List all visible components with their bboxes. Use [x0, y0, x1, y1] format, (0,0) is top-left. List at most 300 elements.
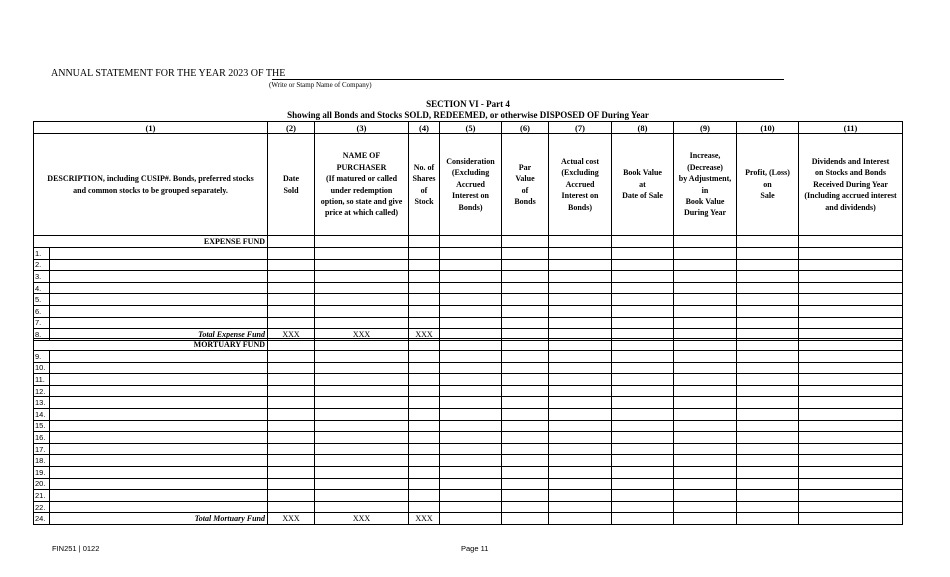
- table-cell[interactable]: [502, 490, 549, 502]
- table-cell[interactable]: [612, 385, 674, 397]
- table-cell[interactable]: [674, 259, 737, 271]
- table-cell[interactable]: [674, 374, 737, 386]
- table-cell[interactable]: [440, 259, 502, 271]
- table-cell[interactable]: [502, 339, 549, 351]
- table-cell[interactable]: [409, 259, 440, 271]
- table-cell[interactable]: [674, 478, 737, 490]
- table-cell[interactable]: [549, 408, 612, 420]
- table-cell[interactable]: [612, 455, 674, 467]
- table-cell[interactable]: [409, 420, 440, 432]
- table-cell[interactable]: [502, 397, 549, 409]
- column-number: (5): [440, 122, 502, 134]
- table-cell[interactable]: [737, 294, 799, 306]
- column-header-line: Value: [515, 174, 535, 184]
- table-cell[interactable]: [674, 490, 737, 502]
- table-cell[interactable]: [799, 248, 903, 260]
- table-cell[interactable]: [268, 408, 315, 420]
- table-cell[interactable]: [409, 271, 440, 283]
- table-cell[interactable]: [612, 501, 674, 513]
- table-cell[interactable]: [612, 513, 674, 525]
- table-row: [34, 408, 903, 420]
- table-cell[interactable]: [315, 455, 409, 467]
- table-cell[interactable]: [268, 271, 315, 283]
- table-cell[interactable]: [799, 466, 903, 478]
- table-cell[interactable]: [612, 443, 674, 455]
- table-cell[interactable]: [674, 294, 737, 306]
- table-cell[interactable]: [50, 305, 268, 317]
- company-name-hint: (Write or Stamp Name of Company): [269, 81, 372, 89]
- table-cell[interactable]: [50, 317, 268, 329]
- table-row: [34, 374, 903, 386]
- table-cell[interactable]: [440, 294, 502, 306]
- table-cell[interactable]: [268, 305, 315, 317]
- table-cell[interactable]: [799, 351, 903, 363]
- table-cell[interactable]: [799, 236, 903, 248]
- table-cell[interactable]: [502, 443, 549, 455]
- table-cell[interactable]: [268, 339, 315, 351]
- table-cell[interactable]: [440, 385, 502, 397]
- table-cell[interactable]: [549, 362, 612, 374]
- column-number: (10): [737, 122, 799, 134]
- row-number: 19.: [34, 466, 50, 478]
- table-cell[interactable]: [549, 513, 612, 525]
- table-cell[interactable]: [409, 478, 440, 490]
- table-cell[interactable]: [502, 236, 549, 248]
- table-cell[interactable]: [315, 339, 409, 351]
- table-cell[interactable]: [50, 501, 268, 513]
- table-cell[interactable]: [674, 513, 737, 525]
- xxx-cell: XXX: [409, 513, 440, 525]
- table-cell[interactable]: [315, 248, 409, 260]
- table-cell[interactable]: [440, 305, 502, 317]
- table-cell[interactable]: [612, 362, 674, 374]
- table-cell[interactable]: [612, 478, 674, 490]
- table-cell[interactable]: [502, 466, 549, 478]
- table-cell[interactable]: [502, 420, 549, 432]
- row-number: 16.: [34, 432, 50, 444]
- table-cell[interactable]: [549, 317, 612, 329]
- table-cell[interactable]: [50, 374, 268, 386]
- table-cell[interactable]: [315, 282, 409, 294]
- table-cell[interactable]: [549, 466, 612, 478]
- table-cell[interactable]: [268, 294, 315, 306]
- table-cell[interactable]: [799, 397, 903, 409]
- table-cell[interactable]: [315, 385, 409, 397]
- table-cell[interactable]: [440, 282, 502, 294]
- table-cell[interactable]: [268, 259, 315, 271]
- table-row: [34, 501, 903, 513]
- table-cell[interactable]: [549, 374, 612, 386]
- table-cell[interactable]: [315, 443, 409, 455]
- column-header-line: Consideration: [446, 156, 495, 166]
- table-cell[interactable]: [409, 282, 440, 294]
- table-cell[interactable]: [50, 259, 268, 271]
- table-cell[interactable]: [315, 408, 409, 420]
- table-cell[interactable]: [50, 420, 268, 432]
- table-cell[interactable]: [549, 501, 612, 513]
- table-cell[interactable]: [737, 259, 799, 271]
- table-cell[interactable]: [612, 408, 674, 420]
- table-cell[interactable]: [799, 259, 903, 271]
- table-cell[interactable]: [502, 351, 549, 363]
- table-cell[interactable]: [674, 362, 737, 374]
- table-cell[interactable]: [315, 478, 409, 490]
- table-cell[interactable]: [409, 385, 440, 397]
- table-cell[interactable]: [268, 374, 315, 386]
- table-cell[interactable]: [268, 478, 315, 490]
- table-cell[interactable]: [612, 351, 674, 363]
- table-cell[interactable]: [409, 351, 440, 363]
- table-cell[interactable]: [502, 248, 549, 260]
- table-cell[interactable]: [315, 374, 409, 386]
- table-cell[interactable]: [268, 432, 315, 444]
- column-header-line: in: [701, 185, 709, 195]
- table-cell[interactable]: [674, 305, 737, 317]
- table-row: [34, 397, 903, 409]
- table-cell[interactable]: [409, 490, 440, 502]
- table-cell[interactable]: [674, 501, 737, 513]
- table-cell[interactable]: [799, 305, 903, 317]
- table-cell[interactable]: [268, 351, 315, 363]
- table-cell[interactable]: [612, 294, 674, 306]
- company-name-line[interactable]: [272, 79, 784, 80]
- table-cell[interactable]: [440, 351, 502, 363]
- table-cell[interactable]: [549, 259, 612, 271]
- table-cell[interactable]: [799, 420, 903, 432]
- column-header-line: (If matured or called: [326, 174, 398, 184]
- table-cell[interactable]: [268, 420, 315, 432]
- table-cell[interactable]: [737, 248, 799, 260]
- table-cell[interactable]: [612, 271, 674, 283]
- table-cell[interactable]: [268, 501, 315, 513]
- table-cell[interactable]: [549, 339, 612, 351]
- table-cell[interactable]: [799, 317, 903, 329]
- table-cell[interactable]: [799, 339, 903, 351]
- table-cell[interactable]: [674, 420, 737, 432]
- table-cell[interactable]: [268, 282, 315, 294]
- table-cell[interactable]: [268, 317, 315, 329]
- table-cell[interactable]: [409, 317, 440, 329]
- table-cell[interactable]: [799, 432, 903, 444]
- table-cell[interactable]: [440, 490, 502, 502]
- table-cell[interactable]: [737, 282, 799, 294]
- table-cell[interactable]: [502, 478, 549, 490]
- table-cell[interactable]: [50, 397, 268, 409]
- table-cell[interactable]: [612, 282, 674, 294]
- table-cell[interactable]: [440, 443, 502, 455]
- table-cell[interactable]: [737, 271, 799, 283]
- table-cell[interactable]: [612, 259, 674, 271]
- table-cell[interactable]: [549, 432, 612, 444]
- table-cell[interactable]: [674, 466, 737, 478]
- table-cell[interactable]: [737, 478, 799, 490]
- table-cell[interactable]: [799, 478, 903, 490]
- table-row: [34, 466, 903, 478]
- table-cell[interactable]: [737, 443, 799, 455]
- table-cell[interactable]: [268, 362, 315, 374]
- table-cell[interactable]: [502, 305, 549, 317]
- table-cell[interactable]: [50, 362, 268, 374]
- table-cell[interactable]: [549, 420, 612, 432]
- table-cell[interactable]: [409, 305, 440, 317]
- table-cell[interactable]: [409, 248, 440, 260]
- table-cell[interactable]: [409, 432, 440, 444]
- column-header-line: Shares: [412, 174, 436, 184]
- table-cell[interactable]: [502, 501, 549, 513]
- table-cell[interactable]: [50, 443, 268, 455]
- table-cell[interactable]: [737, 420, 799, 432]
- table-cell[interactable]: [799, 294, 903, 306]
- table-cell[interactable]: [737, 305, 799, 317]
- column-header-line: PURCHASER: [336, 162, 387, 172]
- table-cell[interactable]: [440, 408, 502, 420]
- table-cell[interactable]: [315, 501, 409, 513]
- table-cell[interactable]: [549, 385, 612, 397]
- table-cell[interactable]: [502, 259, 549, 271]
- table-cell[interactable]: [612, 374, 674, 386]
- table-cell[interactable]: [549, 443, 612, 455]
- table-cell[interactable]: [50, 248, 268, 260]
- table-cell[interactable]: [612, 305, 674, 317]
- table-cell[interactable]: [315, 466, 409, 478]
- table-cell[interactable]: [440, 317, 502, 329]
- table-row: [34, 443, 903, 455]
- table-cell[interactable]: [315, 305, 409, 317]
- table-cell[interactable]: [799, 513, 903, 525]
- table-cell[interactable]: [440, 432, 502, 444]
- table-cell[interactable]: [612, 466, 674, 478]
- column-number: (9): [674, 122, 737, 134]
- table-cell[interactable]: [440, 248, 502, 260]
- table-cell[interactable]: [737, 317, 799, 329]
- column-header: [612, 134, 674, 236]
- table-cell[interactable]: [737, 362, 799, 374]
- table-cell[interactable]: [440, 236, 502, 248]
- table-cell[interactable]: [50, 455, 268, 467]
- table-cell[interactable]: [737, 385, 799, 397]
- table-cell[interactable]: [737, 351, 799, 363]
- table-cell[interactable]: [315, 236, 409, 248]
- expense-fund-label-row: [34, 236, 903, 248]
- table-cell[interactable]: [502, 362, 549, 374]
- table-cell[interactable]: [549, 455, 612, 467]
- table-cell[interactable]: [799, 490, 903, 502]
- table-cell[interactable]: [674, 339, 737, 351]
- table-cell[interactable]: [440, 478, 502, 490]
- table-cell[interactable]: [502, 455, 549, 467]
- table-cell[interactable]: [50, 385, 268, 397]
- table-cell[interactable]: [409, 443, 440, 455]
- table-cell[interactable]: [409, 294, 440, 306]
- table-cell[interactable]: [502, 432, 549, 444]
- table-cell[interactable]: [737, 408, 799, 420]
- table-cell[interactable]: [799, 443, 903, 455]
- table-cell[interactable]: [502, 282, 549, 294]
- table-cell[interactable]: [612, 397, 674, 409]
- table-cell[interactable]: [737, 513, 799, 525]
- table-row: [34, 259, 903, 271]
- form-id: FIN251 | 0122: [52, 544, 100, 553]
- column-header-line: Date: [283, 174, 300, 184]
- table-cell[interactable]: [799, 282, 903, 294]
- table-cell[interactable]: [440, 466, 502, 478]
- table-cell[interactable]: [315, 397, 409, 409]
- column-header-line: Received During Year: [813, 179, 888, 189]
- table-cell[interactable]: [737, 339, 799, 351]
- table-cell[interactable]: [674, 408, 737, 420]
- table-cell[interactable]: [440, 362, 502, 374]
- table-cell[interactable]: [799, 408, 903, 420]
- table-cell[interactable]: [440, 513, 502, 525]
- table-cell[interactable]: [549, 236, 612, 248]
- table-cell[interactable]: [50, 271, 268, 283]
- table-cell[interactable]: [50, 294, 268, 306]
- column-header-line: Par: [518, 162, 532, 172]
- table-cell[interactable]: [50, 408, 268, 420]
- table-cell[interactable]: [549, 271, 612, 283]
- table-cell[interactable]: [50, 490, 268, 502]
- table-cell[interactable]: [549, 490, 612, 502]
- table-cell[interactable]: [502, 317, 549, 329]
- column-header-line: price at which called): [324, 208, 399, 218]
- table-cell[interactable]: [268, 248, 315, 260]
- table-cell[interactable]: [799, 501, 903, 513]
- table-cell[interactable]: [549, 305, 612, 317]
- table-cell[interactable]: [440, 374, 502, 386]
- table-cell[interactable]: [268, 397, 315, 409]
- column-number: (6): [502, 122, 549, 134]
- table-cell[interactable]: [315, 351, 409, 363]
- table-cell[interactable]: [674, 455, 737, 467]
- table-cell[interactable]: [612, 236, 674, 248]
- table-cell[interactable]: [549, 397, 612, 409]
- table-cell[interactable]: [268, 236, 315, 248]
- table-cell[interactable]: [549, 282, 612, 294]
- table-cell[interactable]: [315, 271, 409, 283]
- xxx-cell: XXX: [409, 329, 440, 341]
- table-row: [34, 432, 903, 444]
- table-cell[interactable]: [268, 490, 315, 502]
- table-cell[interactable]: [549, 478, 612, 490]
- table-cell[interactable]: [502, 374, 549, 386]
- row-number: 10.: [34, 362, 50, 374]
- table-cell[interactable]: [440, 271, 502, 283]
- table-cell[interactable]: [268, 466, 315, 478]
- table-cell[interactable]: [612, 339, 674, 351]
- table-cell[interactable]: [502, 513, 549, 525]
- table-cell[interactable]: [409, 466, 440, 478]
- table-cell[interactable]: [502, 385, 549, 397]
- table-cell[interactable]: [409, 397, 440, 409]
- section-title: SECTION VI - Part 4: [426, 99, 510, 109]
- table-cell[interactable]: [674, 248, 737, 260]
- table-cell[interactable]: [502, 294, 549, 306]
- table-cell[interactable]: [409, 455, 440, 467]
- row-number: 17.: [34, 443, 50, 455]
- row-number: 18.: [34, 455, 50, 467]
- table-cell[interactable]: [409, 501, 440, 513]
- table-cell[interactable]: [674, 397, 737, 409]
- table-cell[interactable]: [737, 374, 799, 386]
- table-cell[interactable]: [268, 385, 315, 397]
- table-cell[interactable]: [799, 455, 903, 467]
- table-cell[interactable]: [737, 455, 799, 467]
- table-cell[interactable]: [315, 294, 409, 306]
- table-row: [34, 248, 903, 260]
- table-cell[interactable]: [612, 490, 674, 502]
- table-cell[interactable]: [549, 248, 612, 260]
- table-cell[interactable]: [612, 317, 674, 329]
- table-cell[interactable]: [737, 432, 799, 444]
- table-cell[interactable]: [674, 236, 737, 248]
- table-cell[interactable]: [409, 408, 440, 420]
- table-cell[interactable]: [50, 466, 268, 478]
- table-cell[interactable]: [612, 420, 674, 432]
- table-cell[interactable]: [440, 397, 502, 409]
- table-cell[interactable]: [674, 282, 737, 294]
- table-cell[interactable]: [799, 271, 903, 283]
- column-header-line: Actual cost: [561, 156, 600, 166]
- table-cell[interactable]: [674, 351, 737, 363]
- table-cell[interactable]: [674, 317, 737, 329]
- table-cell[interactable]: [315, 259, 409, 271]
- table-cell[interactable]: [549, 351, 612, 363]
- table-cell[interactable]: [440, 339, 502, 351]
- table-cell[interactable]: [549, 294, 612, 306]
- table-cell[interactable]: [799, 362, 903, 374]
- table-cell[interactable]: [315, 317, 409, 329]
- column-header: [674, 134, 737, 236]
- mortuary-fund-total-row: [34, 513, 903, 525]
- table-cell[interactable]: [440, 501, 502, 513]
- table-cell[interactable]: [409, 374, 440, 386]
- table-cell[interactable]: [737, 236, 799, 248]
- table-cell[interactable]: [440, 420, 502, 432]
- table-cell[interactable]: [409, 362, 440, 374]
- table-cell[interactable]: [674, 385, 737, 397]
- xxx-cell: XXX: [268, 329, 315, 341]
- table-cell[interactable]: [50, 282, 268, 294]
- table-cell[interactable]: [612, 248, 674, 260]
- table-cell[interactable]: [674, 271, 737, 283]
- table-cell[interactable]: [440, 455, 502, 467]
- table-cell[interactable]: [409, 339, 440, 351]
- table-cell[interactable]: [799, 374, 903, 386]
- table-cell[interactable]: [737, 466, 799, 478]
- table-cell[interactable]: [268, 443, 315, 455]
- column-header: [549, 134, 612, 236]
- table-cell[interactable]: [502, 271, 549, 283]
- table-cell[interactable]: [315, 420, 409, 432]
- table-cell[interactable]: [50, 478, 268, 490]
- table-cell[interactable]: [799, 385, 903, 397]
- table-cell[interactable]: [612, 432, 674, 444]
- table-cell[interactable]: [268, 455, 315, 467]
- table-cell[interactable]: [737, 397, 799, 409]
- table-cell[interactable]: [674, 443, 737, 455]
- table-cell[interactable]: [502, 408, 549, 420]
- table-cell[interactable]: [737, 490, 799, 502]
- row-number: 20.: [34, 478, 50, 490]
- table-cell[interactable]: [737, 501, 799, 513]
- table-cell[interactable]: [50, 432, 268, 444]
- table-cell[interactable]: [409, 236, 440, 248]
- table-cell[interactable]: [315, 432, 409, 444]
- table-cell[interactable]: [315, 490, 409, 502]
- table-cell[interactable]: [674, 432, 737, 444]
- table-cell[interactable]: [50, 351, 268, 363]
- table-cell[interactable]: [315, 362, 409, 374]
